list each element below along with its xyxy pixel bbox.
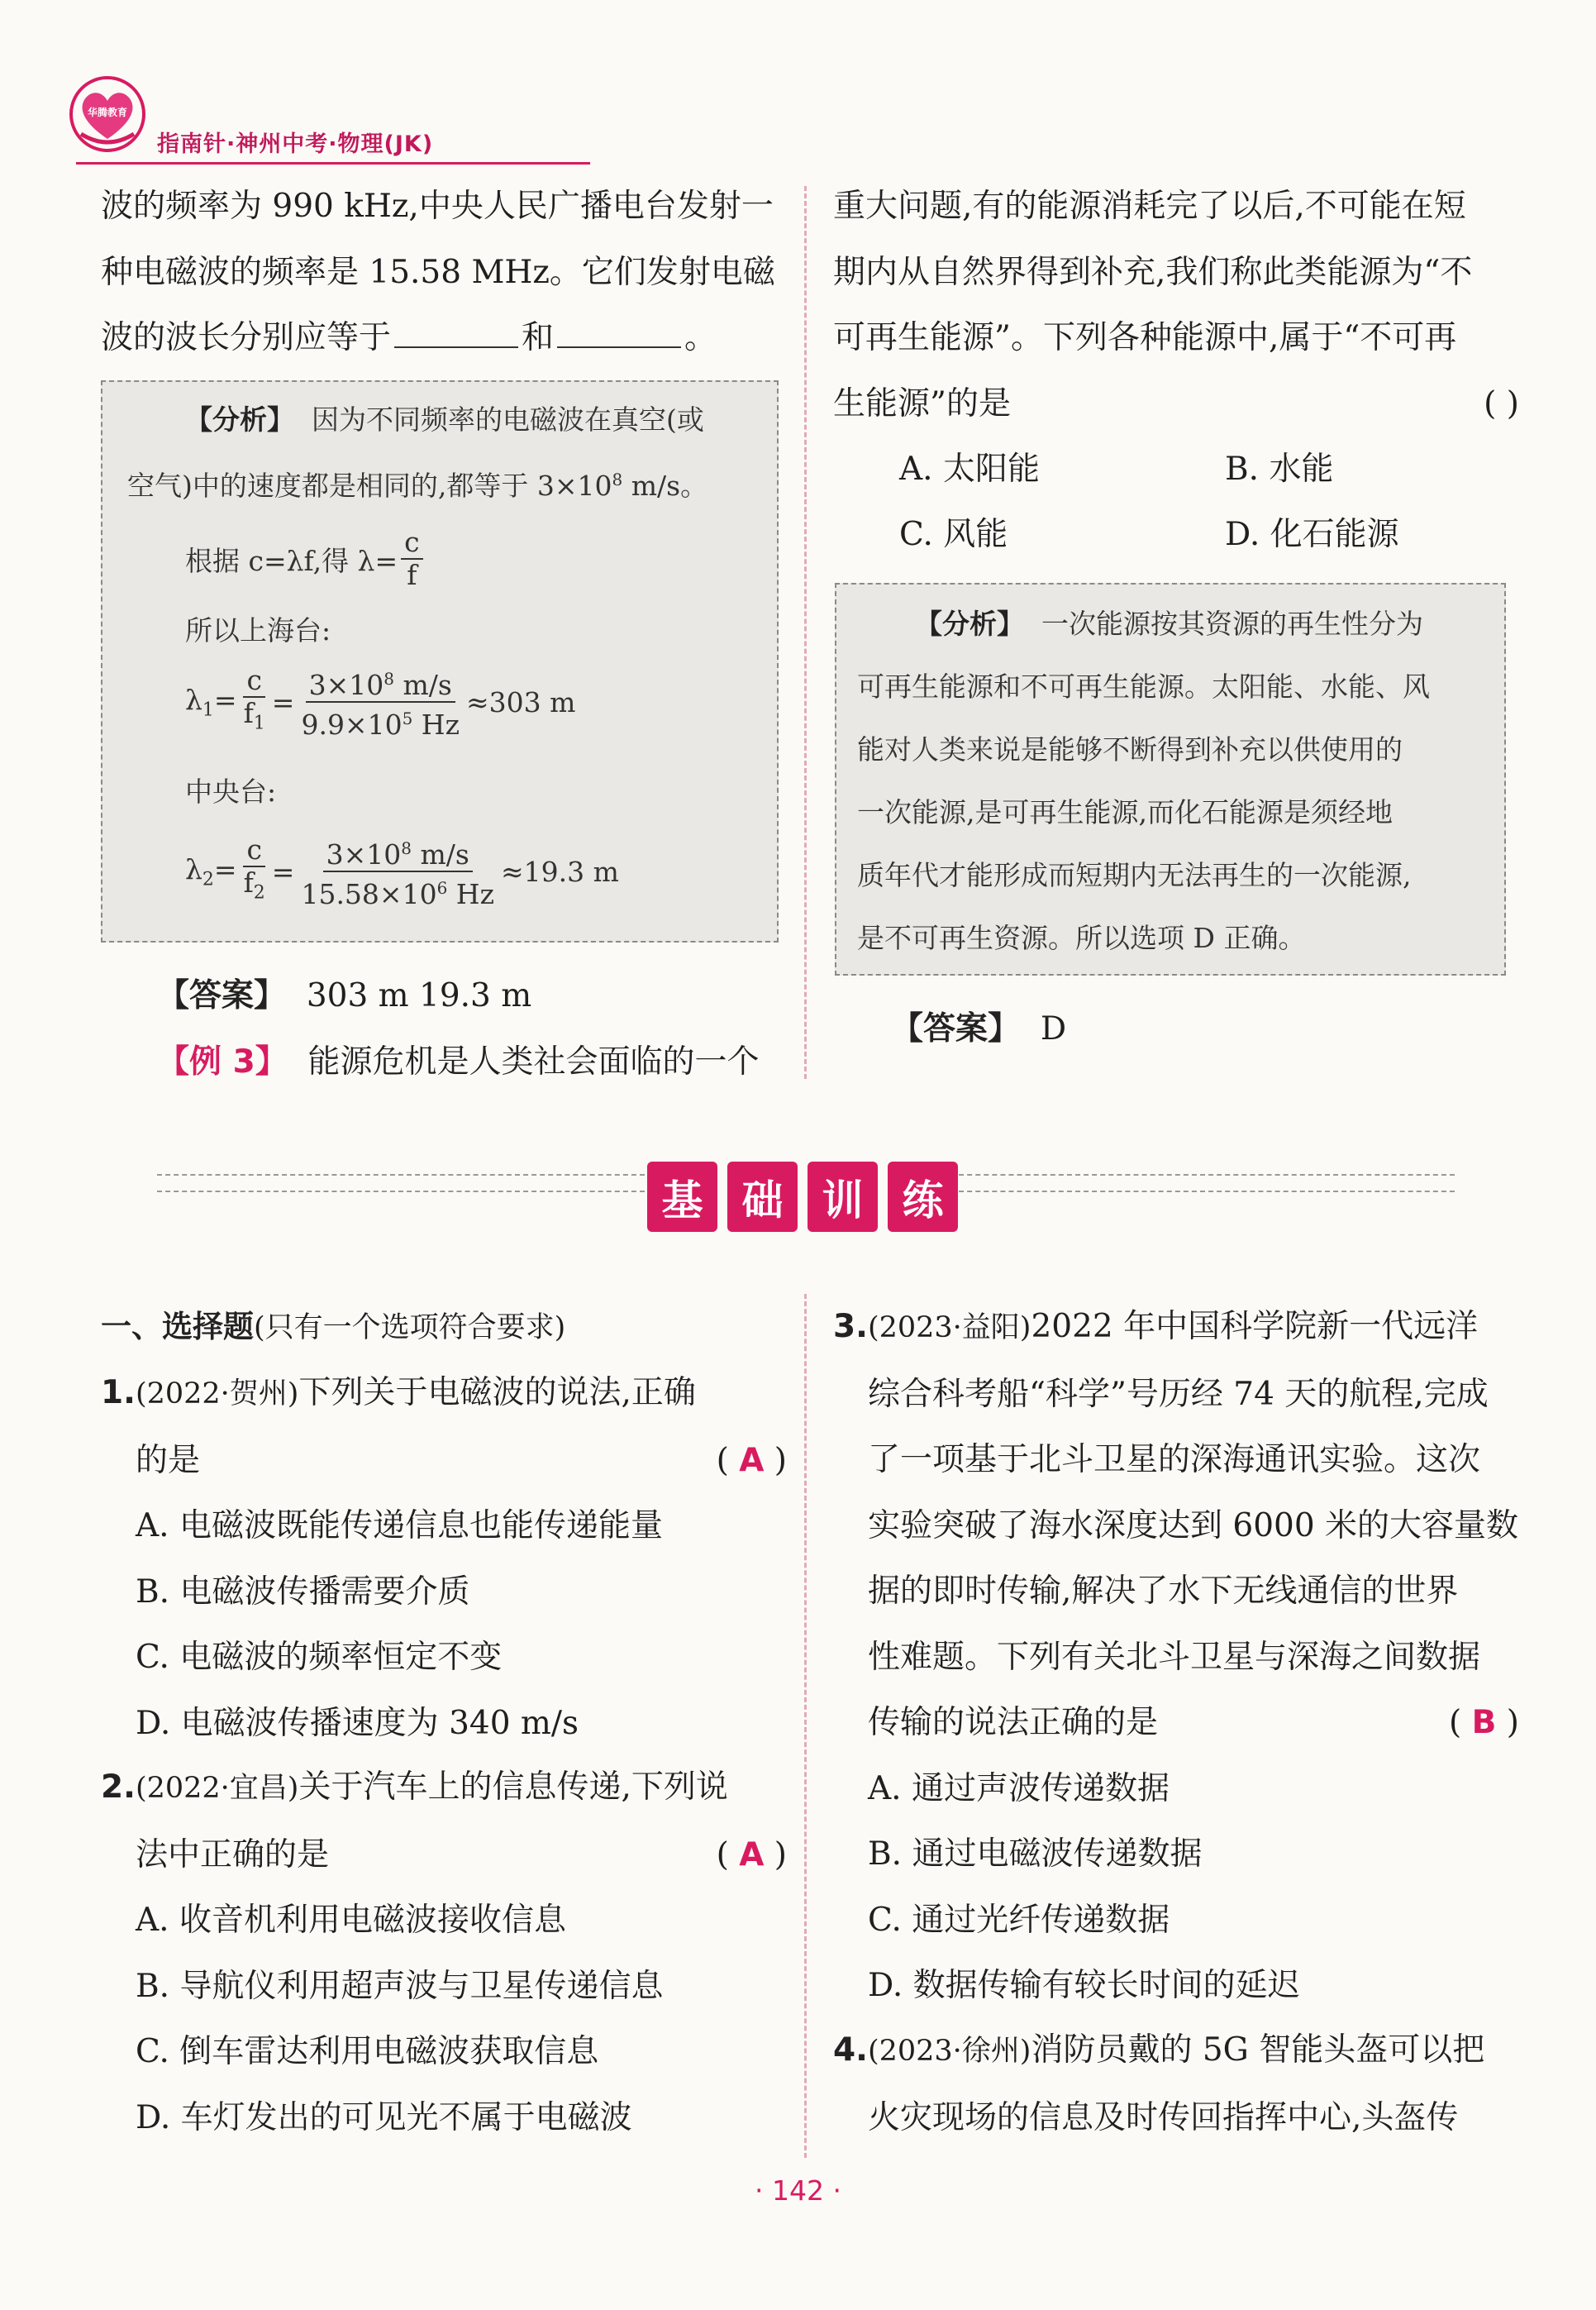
option: B. 电磁波传播需要介质 [136,1573,470,1611]
analysis-line [185,399,704,437]
value: 3×10 [308,669,384,701]
option: C. 通过光纤传递数据 [868,1901,1170,1939]
question-line: 了一项基于北斗卫星的深海通讯实验。这次 [868,1441,1481,1478]
option: A. 电磁波既能传递信息也能传递能量 [136,1507,663,1544]
analysis-line: 一次能源,是可再生能源,而化石能源是须经地 [857,796,1393,828]
question-text: 传输的说法正确的是 [868,1704,1159,1741]
fraction-denominator [298,872,498,910]
text-fragment: 波的波长分别应等于 [101,319,392,356]
heart-shield-logo-icon [66,73,149,155]
symbol: f [243,866,254,899]
formula-line: $\lambda_1=$ $\frac{c}{f_1}$ = $\frac{3\times 10^8 m/s}{9.9\times 10^5 Hz}$ ≈303 m [185,663,576,741]
option: B. 导航仪利用超声波与卫星传递信息 [136,1967,664,2005]
question-text: 关于汽车上的信息传递,下列说 [298,1768,728,1806]
answer-letter: B [1471,1704,1497,1741]
fill-blank [557,346,681,348]
answer-paren: ( A ) [716,1835,787,1873]
analysis-tag: 【分析】 [185,403,294,436]
banner-dash [950,1174,1455,1176]
subscript: 1 [253,713,265,734]
fraction-denominator [241,698,269,740]
right-top-paragraph [833,174,1519,437]
text-line [833,371,1519,437]
banner-char: 训 [808,1162,878,1232]
example-text: 能源危机是人类社会面临的一个 [307,1043,760,1081]
question-text: 法中正确的是 [136,1835,330,1873]
analysis-line [127,465,707,504]
fraction-numerator: c [243,665,264,698]
fraction-numerator [323,833,473,872]
formula-text: $\lambda_2=$ [185,852,237,890]
section-note: (只有一个选项符合要求) [254,1311,566,1344]
banner-char: 基 [647,1162,717,1232]
question-line [833,1294,1519,1362]
page-number: · 142 · [755,2174,841,2207]
fraction [298,833,498,910]
text-line: 种电磁波的频率是 15.58 MHz。它们发射电磁 [101,253,775,291]
symbol: f [243,696,254,729]
fraction [298,663,463,741]
analysis-line: 可再生能源和不可再生能源。太阳能、水能、风 [857,671,1430,703]
column-divider-top [804,186,807,1079]
result-value: ≈303 m [465,685,576,718]
answer-tag: 【答案】 [891,1010,1021,1048]
question-number: 2. [101,1768,136,1806]
question-line: 火灾现场的信息及时传回指挥中心,头盔传 [868,2098,1459,2136]
question-1 [101,1360,787,1756]
option: C. 电磁波的频率恒定不变 [136,1639,503,1676]
fraction-denominator [298,703,463,741]
question-line [833,1690,1519,1756]
unit: Hz [412,709,460,741]
option: B. 通过电磁波传递数据 [868,1835,1203,1873]
option: D. 车灯发出的可见光不属于电磁波 [136,2098,632,2136]
answer-paren: ( A ) [716,1441,787,1479]
fraction-numerator: c [401,527,422,560]
text-line: 重大问题,有的能源消耗完了以后,不可能在短 [833,188,1466,225]
formula-line [185,527,426,591]
analysis-text: m/s。 [622,470,708,502]
text-line [101,305,787,371]
question-line: 实验突破了海水深度达到 6000 米的大容量数 [868,1506,1519,1544]
question-source: (2022·贺州) [135,1377,299,1410]
value: 3×10 [326,838,402,871]
value: 15.58×10 [301,878,437,910]
answer-paren: ( ) [1484,384,1519,422]
fraction-denominator: f [407,559,417,591]
subscript: 2 [253,882,265,904]
formula-line: $\lambda_2=$ $\frac{c}{f_2}$ = $\frac{3\times 10^8 m/s}{15.58\times 10^6 Hz}$ ≈19.3 m [185,833,619,910]
text-line: 期内从自然界得到补充,我们称此类能源为“不 [833,253,1473,291]
section-heading [101,1294,565,1362]
section-title: 一、选择题 [101,1309,254,1344]
option: D. 数据传输有较长时间的延迟 [868,1967,1300,2004]
text-fragment: 。 [684,319,717,356]
question-3 [833,1294,1519,2019]
answer-tag: 【答案】 [157,977,287,1014]
answer-letter: A [739,1441,765,1479]
analysis-box-2 [835,583,1506,976]
column-divider-bottom [804,1294,807,2158]
left-top-paragraph [101,174,787,371]
question-2 [101,1754,787,2150]
text-fragment: 生能源”的是 [833,384,1011,422]
question-number: 3. [833,1308,868,1345]
answer-paren: ( B ) [1449,1704,1519,1741]
analysis-text: 因为不同频率的电磁波在真空(或 [311,403,704,436]
answer-value: D [1040,1010,1067,1048]
question-line: 性难题。下列有关北斗卫星与深海之间数据 [868,1638,1481,1676]
question-source: (2023·徐州) [867,2035,1031,2068]
analysis-line: 是不可再生资源。所以选项 D 正确。 [857,922,1306,954]
superscript: 8 [401,838,412,858]
option-a: A. 太阳能 [899,451,1040,488]
option: A. 收音机利用电磁波接收信息 [136,1902,566,1939]
question-line [101,1822,787,1888]
banner-char: 练 [888,1162,958,1232]
option: C. 倒车雷达利用电磁波获取信息 [136,2033,599,2070]
option: D. 电磁波传播速度为 340 m/s [136,1704,579,1742]
option-b: B. 水能 [1225,451,1334,488]
text-fragment: 和 [522,319,555,356]
option-d: D. 化石能源 [1225,516,1399,553]
symbol: λ [185,852,202,885]
publisher-logo [66,73,149,155]
analysis-text: 一次能源按其资源的再生性分为 [1041,608,1423,640]
answer-value: 303 m 19.3 m [306,977,532,1014]
question-line [101,1428,787,1494]
fraction-numerator: c [243,834,264,867]
question-text: 下列关于电磁波的说法,正确 [298,1374,696,1411]
fraction [401,527,422,591]
question-source: (2022·宜昌) [135,1772,299,1805]
symbol: λ [185,683,202,716]
question-source: (2023·益阳) [867,1311,1031,1344]
superscript: 8 [384,669,394,689]
question-text: 2022 年中国科学院新一代远洋 [1031,1308,1479,1345]
option: A. 通过声波传递数据 [868,1769,1170,1807]
question-line [833,2017,1519,2085]
unit: m/s [393,669,452,701]
analysis-text: 空气)中的速度都是相同的,都等于 3×10 [127,470,612,502]
superscript: 8 [612,470,623,489]
text-line: 波的频率为 990 kHz,中央人民广播电台发射一 [101,188,774,225]
fraction-numerator [306,663,455,703]
question-line: 综合科考船“科学”号历经 74 天的航程,完成 [868,1375,1489,1413]
subscript: 1 [202,699,214,721]
banner-dash [157,1191,645,1192]
answer-letter: A [739,1835,765,1873]
banner-char: 础 [727,1162,798,1232]
example-3 [157,1029,760,1095]
question-4 [833,2017,1519,2150]
option-c: C. 风能 [899,516,1008,553]
fraction-denominator [241,867,269,909]
question-text: 的是 [136,1441,201,1479]
fraction [241,834,269,909]
value: 9.9×10 [301,709,403,741]
logo-text: 华腾教育 [87,107,128,118]
fill-blank [394,346,518,348]
unit: m/s [411,838,469,871]
question-line: 据的即时传输,解决了水下无线通信的世界 [868,1573,1459,1610]
analysis-tag: 【分析】 [915,608,1024,640]
analysis-line [915,603,1423,642]
central-label: 中央台: [185,776,277,808]
superscript: 5 [402,709,413,728]
banner-dash [157,1174,645,1176]
result-value: ≈19.3 m [500,855,619,888]
question-line [101,1754,787,1822]
header-rule [76,162,590,165]
question-line [101,1360,787,1428]
text-line: 可再生能源”。下列各种能源中,属于“不可再 [833,319,1457,356]
fraction [241,665,269,740]
answer-1 [157,963,531,1029]
formula-text: 根据 c=λf,得 λ= [185,544,398,577]
answer-2 [891,996,1066,1062]
analysis-line: 质年代才能形成而短期内无法再生的一次能源, [857,859,1412,891]
formula-text: $\lambda_1=$ [185,683,237,721]
banner-dash [950,1191,1455,1192]
shanghai-label: 所以上海台: [185,614,331,647]
analysis-box-1 [101,380,779,943]
superscript: 6 [436,878,448,898]
header-title: 指南针·神州中考·物理(JK) [157,131,434,157]
subscript: 2 [202,869,214,890]
analysis-line: 能对人类来说是能够不断得到补充以供使用的 [857,733,1403,766]
question-text: 消防员戴的 5G 智能头盔可以把 [1031,2031,1485,2069]
unit: Hz [447,878,494,910]
example-tag: 【例 3】 [157,1043,288,1081]
question-number: 1. [101,1374,136,1411]
question-number: 4. [833,2031,868,2069]
